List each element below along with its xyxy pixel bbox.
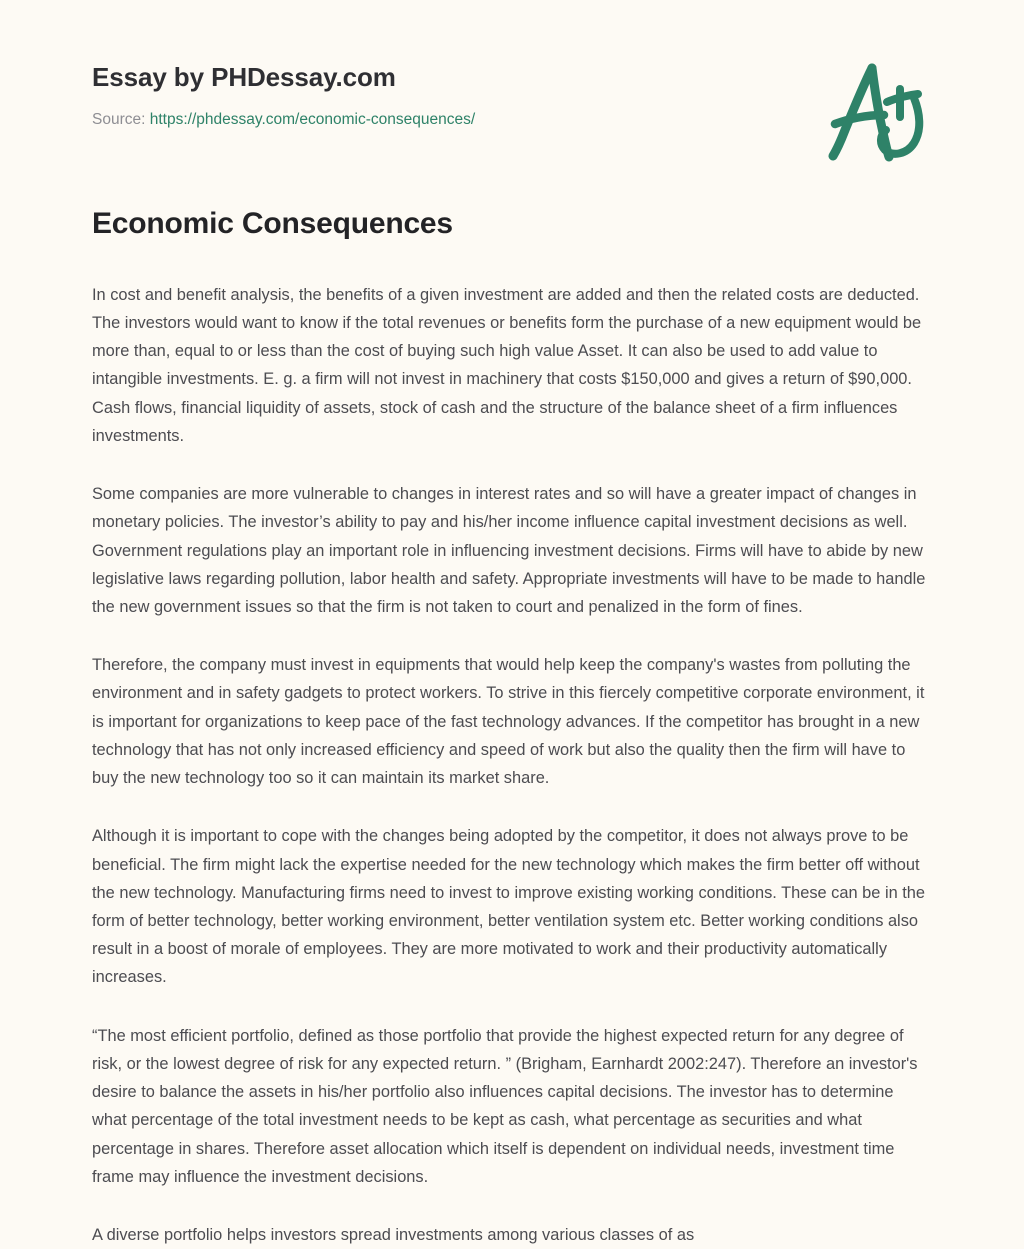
article-body [92,243,932,1249]
paragraph: Some companies are more vulnerable to changes in interest rates and so will have a greater impact of changes in monetary policies. The investor’s ability to pay and his/her income influence capital investment decisions as well. Government regulations play an important role in influencing investment decisions. Firms will have to abide by new legislative laws regarding pollution, labor health and safety. Appropriate investments will have to be made to handle the new government issues so that the firm is not taken to court and penalized in the form of fines. [92,485,926,617]
paragraph: In cost and benefit analysis, the benefits of a given investment are added and then the related costs are deducted. The investors would want to know if the total revenues or benefits form the purchase of a new equipment would be more than, equal to or less than the cost of buying such high value Asset. It can also be used to add value to intangible investments. E. g. a firm will not invest in machinery that costs $150,000 and gives a return of $90,000. Cash flows, financial liquidity of assets, stock of cash and the structure of the balance sheet of a firm influences investments. [92,285,922,445]
paragraph: Therefore, the company must invest in equipments that would help keep the company's wastes from polluting the environment and in safety gadgets to protect workers. To strive in this fiercely competitive corporate environment, it is important for organizations to keep pace of the fast technology advances. If the competitor has brought in a new technology that has not only increased efficiency and speed of work but also the quality then the firm will have to buy the new technology too so it can maintain its market share. [92,656,925,788]
paragraph: Although it is important to cope with the changes being adopted by the competitor, it does not always prove to be beneficial. The firm might lack the expertise needed for the new technology which makes the firm better off without the new technology. Manufacturing firms need to invest to improve existing working conditions. These can be in the form of better technology, better working environment, better ventilation system etc. Better working conditions also result in a boost of morale of employees. They are more motivated to work and their productivity automatically increases. [92,827,926,987]
page-title: Economic Consequences [92,207,453,241]
paragraph: “The most efficient portfolio, defined as those portfolio that provide the highest expected return for any degree of risk, or the lowest degree of risk for any expected return. ” (Brigham, Earnhardt 2002:247). Therefore an investor's desire to balance the assets in his/her portfolio also influences capital decisions. The investor has to determine what percentage of the total investment needs to be kept as cash, what percentage as securities and what percentage in shares. Therefore asset allocation which itself is dependent on individual needs, investment time frame may influence the investment decisions. [92,1026,918,1186]
source-label: Source: [92,111,146,129]
paragraph: A diverse portfolio helps investors spread investments among various classes of as [92,1225,695,1244]
a-plus-logo-icon [814,58,932,166]
brand-title: Essay by PHDessay.com [92,62,396,92]
page-header [92,0,932,130]
source-line [92,110,932,130]
source-url-link[interactable]: https://phdessay.com/economic-consequences/ [149,111,476,129]
